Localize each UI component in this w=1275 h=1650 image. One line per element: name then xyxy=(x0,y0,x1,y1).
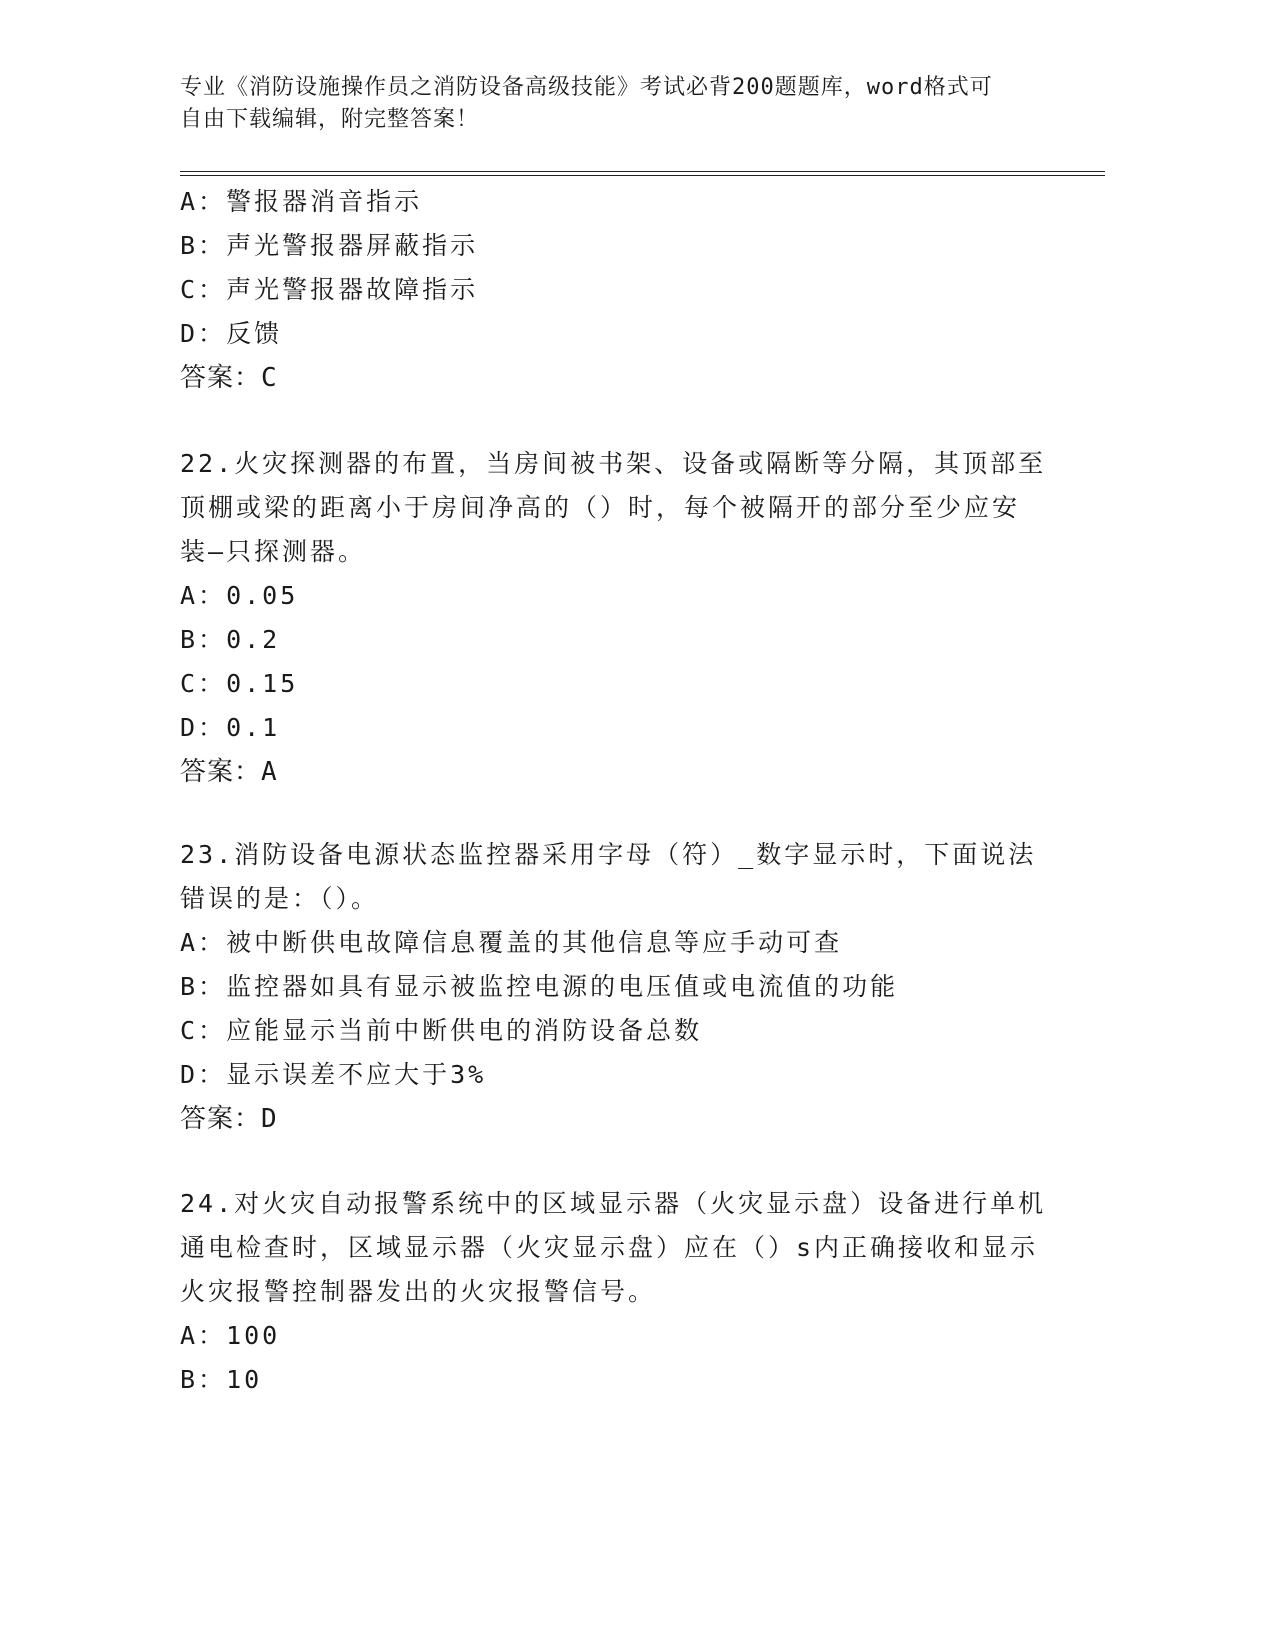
answer xyxy=(180,356,1060,400)
option-key: C： xyxy=(180,669,227,698)
answer xyxy=(180,750,1060,794)
option-key: A： xyxy=(180,928,227,957)
option-key: C： xyxy=(180,275,227,304)
question-stem-line: 24.对火灾自动报警系统中的区域显示器（火灾显示盘）设备进行单机 xyxy=(180,1189,1047,1218)
option-text: 0.15 xyxy=(226,669,299,698)
question-stem-line: 通电检查时，区域显示器（火灾显示盘）应在（）s内正确接收和显示 xyxy=(180,1233,1039,1262)
header-line-2: 自由下载编辑，附完整答案！ xyxy=(180,107,480,132)
option-key: B： xyxy=(180,1365,227,1394)
question-22 xyxy=(180,442,1060,794)
answer xyxy=(180,1097,1060,1141)
question-stem-line: 23.消防设备电源状态监控器采用字母（符）_数字显示时，下面说法 xyxy=(180,840,1037,869)
header-line-1: 专业《消防设施操作员之消防设备高级技能》考试必背200题题库，word格式可 xyxy=(180,75,993,100)
option-a xyxy=(180,574,1060,618)
question-23 xyxy=(180,833,1060,1141)
document-header xyxy=(180,72,1040,136)
option-text: 监控器如具有显示被监控电源的电压值或电流值的功能 xyxy=(226,972,899,1001)
option-key: C： xyxy=(180,1016,227,1045)
option-d xyxy=(180,312,1060,356)
option-a xyxy=(180,180,1060,224)
option-c xyxy=(180,268,1060,312)
option-text: 0.2 xyxy=(226,625,281,654)
option-text: 10 xyxy=(226,1365,263,1394)
option-key: B： xyxy=(180,231,227,260)
option-text: 100 xyxy=(226,1321,281,1350)
option-c xyxy=(180,662,1060,706)
question-stem-line: 火灾报警控制器发出的火灾报警信号。 xyxy=(180,1277,657,1306)
question-21 xyxy=(180,180,1060,400)
option-key: A： xyxy=(180,187,227,216)
answer-value: C xyxy=(261,363,278,393)
header-divider xyxy=(180,171,1105,176)
answer-value: A xyxy=(261,757,278,787)
option-text: 声光警报器故障指示 xyxy=(226,275,479,304)
option-d xyxy=(180,1053,1060,1097)
option-b xyxy=(180,1358,1060,1402)
answer-label: 答案： xyxy=(180,363,262,393)
option-b xyxy=(180,224,1060,268)
option-a xyxy=(180,1314,1060,1358)
option-key: B： xyxy=(180,625,227,654)
option-key: A： xyxy=(180,1321,227,1350)
question-24 xyxy=(180,1182,1060,1402)
answer-label: 答案： xyxy=(180,1104,262,1134)
option-d xyxy=(180,706,1060,750)
question-stem-line: 装—只探测器。 xyxy=(180,537,367,566)
option-key: B： xyxy=(180,972,227,1001)
question-stem-line: 22.火灾探测器的布置，当房间被书架、设备或隔断等分隔，其顶部至 xyxy=(180,449,1047,478)
option-text: 应能显示当前中断供电的消防设备总数 xyxy=(226,1016,703,1045)
answer-label: 答案： xyxy=(180,757,262,787)
option-text: 声光警报器屏蔽指示 xyxy=(226,231,479,260)
question-stem-line: 顶棚或梁的距离小于房间净高的（）时，每个被隔开的部分至少应安 xyxy=(180,493,1021,522)
question-stem-line: 错误的是：（）。 xyxy=(180,884,380,913)
option-key: A： xyxy=(180,581,227,610)
answer-value: D xyxy=(261,1104,278,1134)
option-key: D： xyxy=(180,1060,227,1089)
option-b xyxy=(180,618,1060,662)
option-text: 0.1 xyxy=(226,713,281,742)
option-key: D： xyxy=(180,319,227,348)
option-text: 警报器消音指示 xyxy=(226,187,423,216)
option-a xyxy=(180,921,1060,965)
option-b xyxy=(180,965,1060,1009)
option-text: 0.05 xyxy=(226,581,299,610)
option-key: D： xyxy=(180,713,227,742)
option-c xyxy=(180,1009,1060,1053)
option-text: 被中断供电故障信息覆盖的其他信息等应手动可查 xyxy=(226,928,843,957)
option-text: 显示误差不应大于3% xyxy=(226,1060,487,1089)
option-text: 反馈 xyxy=(226,319,283,348)
